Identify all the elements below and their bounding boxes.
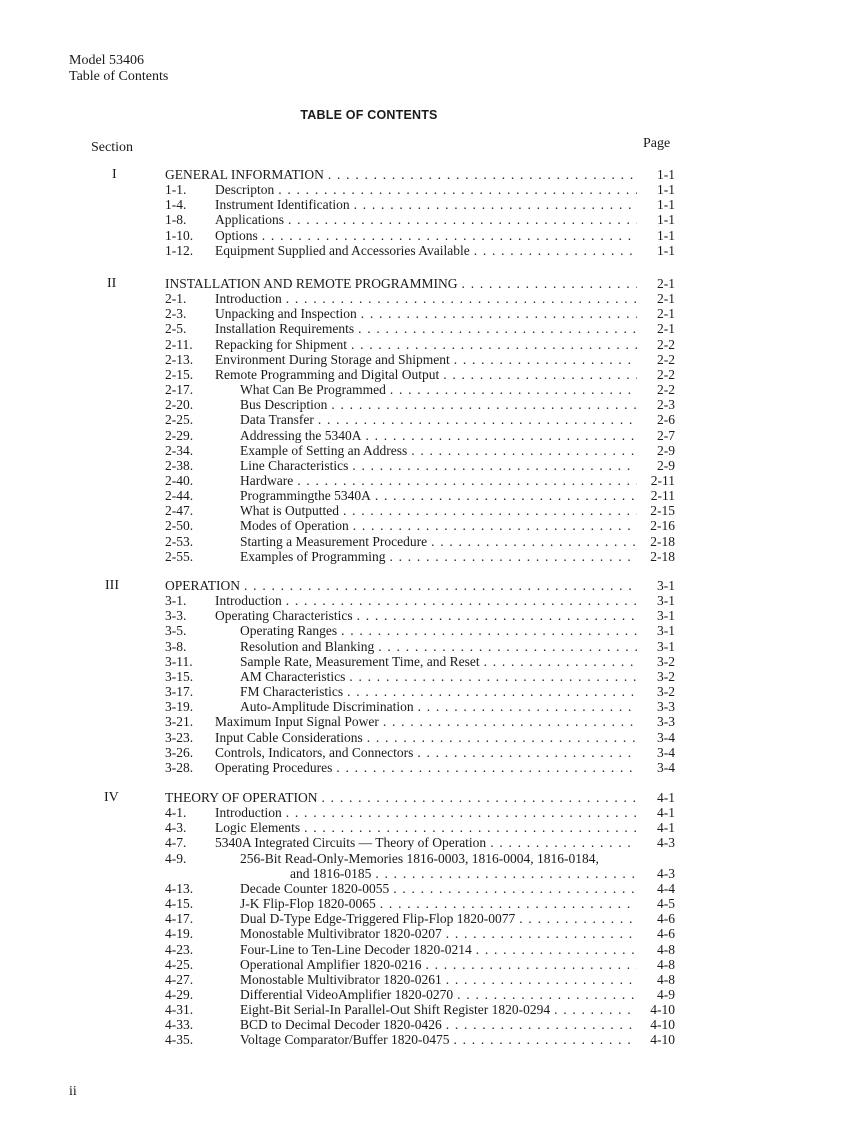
dot-leader bbox=[443, 367, 637, 382]
toc-entry bbox=[0, 337, 850, 352]
dot-leader bbox=[366, 428, 638, 443]
toc-entry-title: Differential VideoAmplifier 1820-0270 bbox=[240, 986, 454, 1002]
toc-entry-number: 2-17. bbox=[165, 382, 194, 398]
toc-entry-page: 1-1 bbox=[657, 212, 675, 228]
section-numeral: II bbox=[107, 276, 117, 291]
toc-entry-title: AM Characteristics bbox=[240, 668, 346, 684]
toc-entry-number: 4-13. bbox=[165, 880, 194, 896]
dot-leader bbox=[383, 714, 637, 729]
dot-leader bbox=[361, 306, 637, 321]
toc-entry-number: 3-8. bbox=[165, 638, 187, 654]
toc-entry-title: Modes of Operation bbox=[240, 518, 349, 534]
toc-entry bbox=[0, 291, 850, 306]
dot-leader bbox=[603, 851, 637, 866]
dot-leader bbox=[446, 1017, 637, 1032]
toc-entry bbox=[0, 820, 850, 835]
toc-entry-title: Installation Requirements bbox=[215, 321, 355, 337]
toc-entry-page: 3-3 bbox=[657, 714, 675, 730]
toc-entry bbox=[0, 1032, 850, 1047]
toc-entry bbox=[0, 397, 850, 412]
dot-leader bbox=[278, 182, 637, 197]
toc-entry bbox=[0, 503, 850, 518]
toc-entry-page: 4-6 bbox=[657, 911, 675, 927]
dot-leader bbox=[393, 881, 637, 896]
toc-entry bbox=[0, 1017, 850, 1032]
toc-entry-page: 2-11 bbox=[650, 488, 675, 504]
toc-entry-title: Addressing the 5340A bbox=[240, 427, 362, 443]
toc-entry-number: 3-1. bbox=[165, 593, 187, 609]
dot-leader bbox=[418, 699, 637, 714]
toc-header: Table of Contents bbox=[69, 69, 169, 84]
dot-leader bbox=[446, 926, 637, 941]
dot-leader bbox=[389, 549, 637, 564]
dot-leader bbox=[390, 382, 637, 397]
toc-entry-number: 3-15. bbox=[165, 668, 194, 684]
section-numeral: IV bbox=[104, 790, 119, 805]
toc-section-heading bbox=[0, 790, 850, 805]
toc-entry-page: 4-3 bbox=[657, 835, 675, 851]
toc-entry-number: 2-11. bbox=[165, 336, 193, 352]
toc-entry-page: 2-15 bbox=[650, 503, 675, 519]
toc-entry-page: 3-1 bbox=[657, 623, 675, 639]
toc-entry-page: 2-16 bbox=[650, 518, 675, 534]
toc-entry-number: 2-15. bbox=[165, 366, 194, 382]
toc-entry-page: 2-2 bbox=[657, 336, 675, 352]
toc-entry-page: 2-2 bbox=[657, 382, 675, 398]
toc-entry bbox=[0, 534, 850, 549]
dot-leader bbox=[519, 911, 637, 926]
toc-entry-number: 2-55. bbox=[165, 548, 194, 564]
toc-entry-page: 3-1 bbox=[657, 578, 675, 593]
toc-entry-number: 4-27. bbox=[165, 971, 194, 987]
toc-entry-title: Voltage Comparator/Buffer 1820-0475 bbox=[240, 1032, 450, 1048]
toc-entry-number: 3-21. bbox=[165, 714, 194, 730]
toc-entry bbox=[0, 760, 850, 775]
toc-entry-title: What Can Be Programmed bbox=[240, 382, 386, 398]
toc-entry bbox=[0, 654, 850, 669]
toc-entry-page: 2-7 bbox=[657, 427, 675, 443]
toc-entry-title: Input Cable Considerations bbox=[215, 729, 363, 745]
dot-leader bbox=[331, 397, 637, 412]
section-numeral: III bbox=[105, 578, 119, 593]
toc-entry bbox=[0, 730, 850, 745]
toc-entry-title: Dual D-Type Edge-Triggered Flip-Flop 1820-0077 bbox=[240, 911, 516, 927]
toc-entry-page: 3-2 bbox=[657, 653, 675, 669]
toc-entry bbox=[0, 197, 850, 212]
toc-entry-title: Logic Elements bbox=[215, 820, 301, 836]
toc-entry-number: 3-26. bbox=[165, 744, 194, 760]
toc-entry bbox=[0, 699, 850, 714]
toc-entry-number: 2-53. bbox=[165, 533, 194, 549]
toc-entry bbox=[0, 228, 850, 243]
toc-entry bbox=[0, 942, 850, 957]
toc-entry-page: 4-10 bbox=[650, 1032, 675, 1048]
toc-entry-title: Controls, Indicators, and Connectors bbox=[215, 744, 414, 760]
toc-entry-number: 1-12. bbox=[165, 242, 194, 258]
toc-entry-title: Introduction bbox=[215, 291, 282, 307]
dot-leader bbox=[375, 866, 637, 881]
toc-entry-title: Hardware bbox=[240, 472, 294, 488]
toc-entry-number: 4-23. bbox=[165, 941, 194, 957]
toc-entry-title: Remote Programming and Digital Output bbox=[215, 366, 440, 382]
toc-entry-page: 4-1 bbox=[657, 790, 675, 805]
dot-leader bbox=[336, 760, 637, 775]
toc-entry-page: 3-1 bbox=[657, 593, 675, 609]
toc-entry-title: Introduction bbox=[215, 805, 282, 821]
toc-entry-number: 4-35. bbox=[165, 1032, 194, 1048]
dot-leader bbox=[244, 578, 637, 593]
toc-entry bbox=[0, 352, 850, 367]
dot-leader bbox=[353, 518, 637, 533]
toc-entry-title: Bus Description bbox=[240, 397, 328, 413]
toc-entry-title: Introduction bbox=[215, 593, 282, 609]
toc-entry-title: FM Characteristics bbox=[240, 684, 344, 700]
toc-entry-number: 3-28. bbox=[165, 759, 194, 775]
page-number: ii bbox=[69, 1084, 77, 1099]
dot-leader bbox=[474, 243, 637, 258]
toc-entry bbox=[0, 972, 850, 987]
toc-entry-number: 2-29. bbox=[165, 427, 194, 443]
toc-entry bbox=[0, 805, 850, 820]
toc-entry-title: Examples of Programming bbox=[240, 548, 386, 564]
dot-leader bbox=[347, 684, 637, 699]
toc-entry-title: What is Outputted bbox=[240, 503, 339, 519]
toc-entry-page: 2-1 bbox=[657, 306, 675, 322]
toc-entry-title: Options bbox=[215, 227, 258, 243]
toc-entry-number: 4-3. bbox=[165, 820, 187, 836]
toc-entry-number: 4-29. bbox=[165, 986, 194, 1002]
toc-entry-page: 3-2 bbox=[657, 668, 675, 684]
toc-entry-page: 2-1 bbox=[657, 276, 675, 291]
toc-entry-page: 2-2 bbox=[657, 351, 675, 367]
toc-entry bbox=[0, 1002, 850, 1017]
toc-entry-number: 2-20. bbox=[165, 397, 194, 413]
toc-entry-title: Operating Procedures bbox=[215, 759, 333, 775]
toc-entry-number: 2-38. bbox=[165, 457, 194, 473]
toc-entry-number: 4-25. bbox=[165, 956, 194, 972]
toc-entry-number: 4-9. bbox=[165, 850, 187, 866]
dot-leader bbox=[425, 957, 637, 972]
toc-entry-page: 4-8 bbox=[657, 956, 675, 972]
dot-leader bbox=[352, 458, 637, 473]
model-header: Model 53406 bbox=[69, 53, 145, 68]
toc-entry bbox=[0, 835, 850, 850]
dot-leader bbox=[431, 534, 637, 549]
toc-entry-title: Operational Amplifier 1820-0216 bbox=[240, 956, 422, 972]
toc-entry bbox=[0, 608, 850, 623]
toc-entry-number: 4-7. bbox=[165, 835, 187, 851]
toc-entry bbox=[0, 745, 850, 760]
toc-section-heading bbox=[0, 276, 850, 291]
toc-entry bbox=[0, 488, 850, 503]
dot-leader bbox=[367, 730, 637, 745]
toc-entry-title: Eight-Bit Serial-In Parallel-Out Shift Register 1820-0294 bbox=[240, 1002, 551, 1018]
dot-leader bbox=[354, 197, 637, 212]
dot-leader bbox=[446, 972, 637, 987]
toc-entry-title: Starting a Measurement Procedure bbox=[240, 533, 428, 549]
dot-leader bbox=[357, 608, 637, 623]
toc-entry-title: Line Characteristics bbox=[240, 457, 349, 473]
toc-entry-number: 3-3. bbox=[165, 608, 187, 624]
toc-entry-number: 3-5. bbox=[165, 623, 187, 639]
dot-leader bbox=[288, 212, 637, 227]
toc-entry-title: Programmingthe 5340A bbox=[240, 488, 371, 504]
toc-entry-title: OPERATION bbox=[165, 578, 241, 593]
toc-entry bbox=[0, 382, 850, 397]
toc-entry bbox=[0, 987, 850, 1002]
toc-entry-page: 2-2 bbox=[657, 366, 675, 382]
toc-entry bbox=[0, 367, 850, 382]
toc-entry-page: 4-1 bbox=[657, 805, 675, 821]
toc-entry-page: 4-8 bbox=[657, 941, 675, 957]
toc-entry bbox=[0, 593, 850, 608]
dot-leader bbox=[262, 228, 637, 243]
toc-entry-page: 4-10 bbox=[650, 1017, 675, 1033]
toc-entry-number: 4-33. bbox=[165, 1017, 194, 1033]
dot-leader bbox=[286, 805, 637, 820]
toc-entry-title: THEORY OF OPERATION bbox=[165, 790, 318, 805]
toc-entry-page: 4-10 bbox=[650, 1002, 675, 1018]
toc-entry-page: 3-4 bbox=[657, 729, 675, 745]
toc-entry-number: 3-23. bbox=[165, 729, 194, 745]
toc-entry-title: J-K Flip-Flop 1820-0065 bbox=[240, 896, 376, 912]
toc-entry-page: 1-1 bbox=[657, 197, 675, 213]
toc-entry bbox=[0, 623, 850, 638]
toc-entry-number: 2-40. bbox=[165, 472, 194, 488]
dot-leader bbox=[554, 1002, 637, 1017]
toc-section-heading bbox=[0, 578, 850, 593]
toc-entry-page: 3-4 bbox=[657, 759, 675, 775]
toc-entry-page: 3-1 bbox=[657, 638, 675, 654]
toc-entry-number: 3-17. bbox=[165, 684, 194, 700]
toc-entry-title: Instrument Identification bbox=[215, 197, 350, 213]
toc-entry bbox=[0, 639, 850, 654]
toc-entry bbox=[0, 669, 850, 684]
dot-leader bbox=[490, 835, 637, 850]
toc-entry-title: Applications bbox=[215, 212, 284, 228]
toc-entry-page: 2-6 bbox=[657, 412, 675, 428]
toc-entry-page: 2-3 bbox=[657, 397, 675, 413]
toc-entry bbox=[0, 473, 850, 488]
section-column-label: Section bbox=[91, 140, 133, 155]
toc-entry-page: 3-1 bbox=[657, 608, 675, 624]
section-numeral: I bbox=[112, 167, 117, 182]
toc-entry-title: 5340A Integrated Circuits — Theory of Operation bbox=[215, 835, 487, 851]
toc-entry-title: and 1816-0185 bbox=[290, 865, 372, 881]
dot-leader bbox=[286, 593, 637, 608]
toc-entry-page: 3-4 bbox=[657, 744, 675, 760]
toc-entry-page: 2-1 bbox=[657, 291, 675, 307]
toc-entry-number: 2-25. bbox=[165, 412, 194, 428]
toc-entry-page: 4-5 bbox=[657, 896, 675, 912]
toc-section-heading bbox=[0, 167, 850, 182]
toc-entry-page: 2-18 bbox=[650, 533, 675, 549]
toc-entry-page: 3-2 bbox=[657, 684, 675, 700]
toc-entry bbox=[0, 412, 850, 427]
toc-entry-title: INSTALLATION AND REMOTE PROGRAMMING bbox=[165, 276, 458, 291]
toc-entry-page: 2-18 bbox=[650, 548, 675, 564]
toc-entry-title: Environment During Storage and Shipment bbox=[215, 351, 450, 367]
toc-entry-title: BCD to Decimal Decoder 1820-0426 bbox=[240, 1017, 442, 1033]
toc-entry-title: Four-Line to Ten-Line Decoder 1820-0214 bbox=[240, 941, 472, 957]
toc-entry-page: 2-1 bbox=[657, 321, 675, 337]
toc-entry-number: 4-1. bbox=[165, 805, 187, 821]
toc-entry bbox=[0, 549, 850, 564]
dot-leader bbox=[457, 987, 637, 1002]
toc-entry-title: Operating Characteristics bbox=[215, 608, 353, 624]
toc-entry-number: 1-4. bbox=[165, 197, 187, 213]
toc-entry bbox=[0, 428, 850, 443]
toc-entry-title: Sample Rate, Measurement Time, and Reset bbox=[240, 653, 480, 669]
toc-entry-page: 4-3 bbox=[657, 865, 675, 881]
toc-entry-title: Monostable Multivibrator 1820-0261 bbox=[240, 971, 442, 987]
dot-leader bbox=[358, 321, 637, 336]
toc-entry-title: Auto-Amplitude Discrimination bbox=[240, 699, 414, 715]
toc-entry-number: 2-44. bbox=[165, 488, 194, 504]
toc-entry-number: 2-34. bbox=[165, 442, 194, 458]
toc-entry bbox=[0, 684, 850, 699]
dot-leader bbox=[349, 669, 637, 684]
toc-entry bbox=[0, 306, 850, 321]
toc-entry-number: 2-1. bbox=[165, 291, 187, 307]
dot-leader bbox=[322, 790, 637, 805]
toc-entry-title: Repacking for Shipment bbox=[215, 336, 347, 352]
toc-entry-title: GENERAL INFORMATION bbox=[165, 167, 324, 182]
toc-entry bbox=[0, 866, 850, 881]
dot-leader bbox=[375, 488, 637, 503]
toc-entry-number: 2-47. bbox=[165, 503, 194, 519]
toc-entry-title: Equipment Supplied and Accessories Available bbox=[215, 242, 470, 258]
toc-entry-number: 2-13. bbox=[165, 351, 194, 367]
dot-leader bbox=[453, 1032, 637, 1047]
dot-leader bbox=[343, 503, 637, 518]
toc-entry-number: 2-3. bbox=[165, 306, 187, 322]
toc-entry-title: Monostable Multivibrator 1820-0207 bbox=[240, 926, 442, 942]
toc-entry-number: 2-50. bbox=[165, 518, 194, 534]
toc-entry-title: Decade Counter 1820-0055 bbox=[240, 880, 390, 896]
toc-entry-number: 4-17. bbox=[165, 911, 194, 927]
toc-entry-title: Example of Setting an Address bbox=[240, 442, 408, 458]
toc-entry bbox=[0, 851, 850, 866]
toc-entry-number: 4-19. bbox=[165, 926, 194, 942]
dot-leader bbox=[378, 639, 637, 654]
toc-entry bbox=[0, 881, 850, 896]
dot-leader bbox=[476, 942, 637, 957]
toc-entry-number: 3-19. bbox=[165, 699, 194, 715]
dot-leader bbox=[341, 623, 637, 638]
dot-leader bbox=[318, 412, 637, 427]
toc-entry-page: 4-9 bbox=[657, 986, 675, 1002]
dot-leader bbox=[328, 167, 637, 182]
toc-entry bbox=[0, 458, 850, 473]
toc-entry-title: Descripton bbox=[215, 182, 275, 198]
toc-entry bbox=[0, 212, 850, 227]
dot-leader bbox=[411, 443, 637, 458]
toc-entry-number: 4-31. bbox=[165, 1002, 194, 1018]
dot-leader bbox=[484, 654, 637, 669]
toc-entry bbox=[0, 443, 850, 458]
toc-entry-page: 2-9 bbox=[657, 442, 675, 458]
toc-entry-page: 4-1 bbox=[657, 820, 675, 836]
toc-entry bbox=[0, 714, 850, 729]
toc-entry-title: Resolution and Blanking bbox=[240, 638, 375, 654]
toc-entry bbox=[0, 957, 850, 972]
toc-entry-page: 2-9 bbox=[657, 457, 675, 473]
toc-entry bbox=[0, 911, 850, 926]
page-column-label: Page bbox=[643, 136, 671, 151]
toc-entry-page: 3-3 bbox=[657, 699, 675, 715]
toc-entry-title: 256-Bit Read-Only-Memories 1816-0003, 1816-0004, 1816-0184, bbox=[240, 850, 599, 866]
toc-entry-page: 4-6 bbox=[657, 926, 675, 942]
dot-leader bbox=[454, 352, 637, 367]
toc-entry-page: 1-1 bbox=[657, 227, 675, 243]
dot-leader bbox=[304, 820, 637, 835]
toc-entry-page: 2-11 bbox=[650, 472, 675, 488]
toc-entry-page: 1-1 bbox=[657, 182, 675, 198]
toc-entry-page: 1-1 bbox=[657, 167, 675, 182]
toc-entry bbox=[0, 896, 850, 911]
dot-leader bbox=[297, 473, 637, 488]
dot-leader bbox=[462, 276, 637, 291]
dot-leader bbox=[417, 745, 637, 760]
toc-entry-number: 3-11. bbox=[165, 653, 193, 669]
page-title: TABLE OF CONTENTS bbox=[300, 108, 438, 122]
dot-leader bbox=[380, 896, 637, 911]
toc-entry bbox=[0, 243, 850, 258]
dot-leader bbox=[351, 337, 637, 352]
toc-entry bbox=[0, 926, 850, 941]
toc-entry-number: 1-8. bbox=[165, 212, 187, 228]
toc-entry bbox=[0, 321, 850, 336]
toc-entry-title: Operating Ranges bbox=[240, 623, 338, 639]
toc-entry-number: 2-5. bbox=[165, 321, 187, 337]
toc-entry-page: 1-1 bbox=[657, 242, 675, 258]
toc-entry-title: Data Transfer bbox=[240, 412, 314, 428]
toc-entry bbox=[0, 182, 850, 197]
toc-entry-number: 1-10. bbox=[165, 227, 194, 243]
toc-entry bbox=[0, 518, 850, 533]
toc-entry-page: 4-8 bbox=[657, 971, 675, 987]
toc-entry-number: 1-1. bbox=[165, 182, 187, 198]
toc-entry-title: Maximum Input Signal Power bbox=[215, 714, 379, 730]
dot-leader bbox=[286, 291, 637, 306]
toc-entry-title: Unpacking and Inspection bbox=[215, 306, 357, 322]
toc-entry-page: 4-4 bbox=[657, 880, 675, 896]
toc-entry-number: 4-15. bbox=[165, 896, 194, 912]
